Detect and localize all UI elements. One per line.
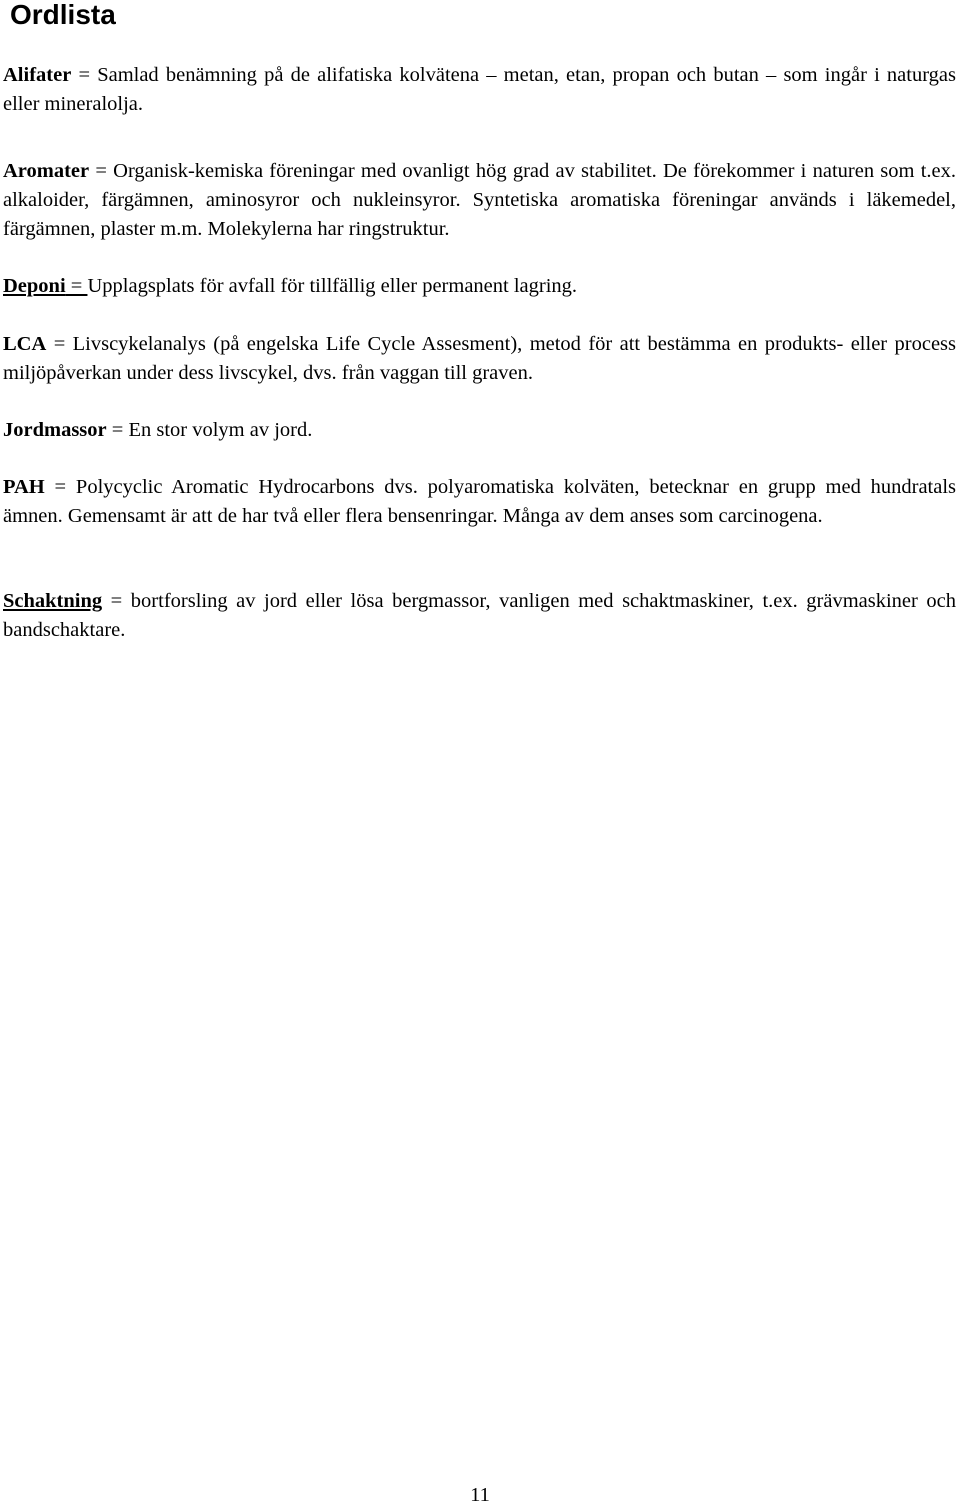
glossary-term: Alifater	[3, 64, 72, 86]
glossary-definition: Organisk-kemiska föreningar med ovanligt hög grad av stabilitet. De förekommer i naturen som t.ex. alkaloider, färgämnen, aminosyror och nukleinsyror. Syntetiska aromatiska föreningar används i läkemedel, färgämnen, plaster m.m. Molekylerna har ringstruktur.	[3, 160, 956, 240]
glossary-term: PAH	[3, 476, 45, 498]
glossary-term: Schaktning	[3, 590, 103, 612]
glossary-definition: Samlad benämning på de alifatiska kolvätena – metan, etan, propan och butan – som ingår i naturgas eller mineralolja.	[3, 64, 957, 115]
glossary-term: Jordmassor	[3, 419, 107, 441]
glossary-entry-schaktning	[3, 587, 956, 645]
glossary-entry-lca	[3, 330, 956, 388]
glossary-separator: =	[71, 64, 98, 86]
glossary-entry-deponi	[3, 272, 956, 301]
glossary-definition: En stor volym av jord.	[128, 419, 313, 441]
glossary-separator: =	[102, 590, 131, 612]
glossary-separator: =	[46, 333, 73, 355]
glossary-term: Aromater	[3, 160, 90, 182]
page-number: 11	[470, 1484, 490, 1506]
glossary-separator: =	[89, 160, 114, 182]
glossary-entry-alifater	[3, 61, 956, 119]
glossary-definition: bortforsling av jord eller lösa bergmassor, vanligen med schaktmaskiner, t.ex. grävmaskiner och bandschaktare.	[3, 590, 956, 641]
glossary-term: Deponi	[3, 275, 66, 297]
glossary-entry-jordmassor	[3, 416, 956, 445]
page-title: Ordlista	[10, 0, 116, 30]
glossary-separator: =	[106, 419, 129, 441]
glossary-separator: =	[65, 275, 88, 297]
glossary-definition: Upplagsplats för avfall för tillfällig eller permanent lagring.	[87, 275, 578, 297]
glossary-definition: Livscykelanalys (på engelska Life Cycle Assesment), metod för att bestämma en produkts- eller process miljöpåverkan under dess livscykel, dvs. från vaggan till graven.	[3, 333, 956, 384]
glossary-separator: =	[44, 476, 76, 498]
glossary-term: LCA	[3, 333, 47, 355]
glossary-definition: Polycyclic Aromatic Hydrocarbons dvs. polyaromatiska kolväten, betecknar en grupp med hundratals ämnen. Gemensamt är att de har två eller flera bensenringar. Många av dem anses som carcinogena.	[3, 476, 957, 527]
glossary-entry-aromater	[3, 157, 956, 244]
glossary-entry-pah	[3, 473, 956, 531]
